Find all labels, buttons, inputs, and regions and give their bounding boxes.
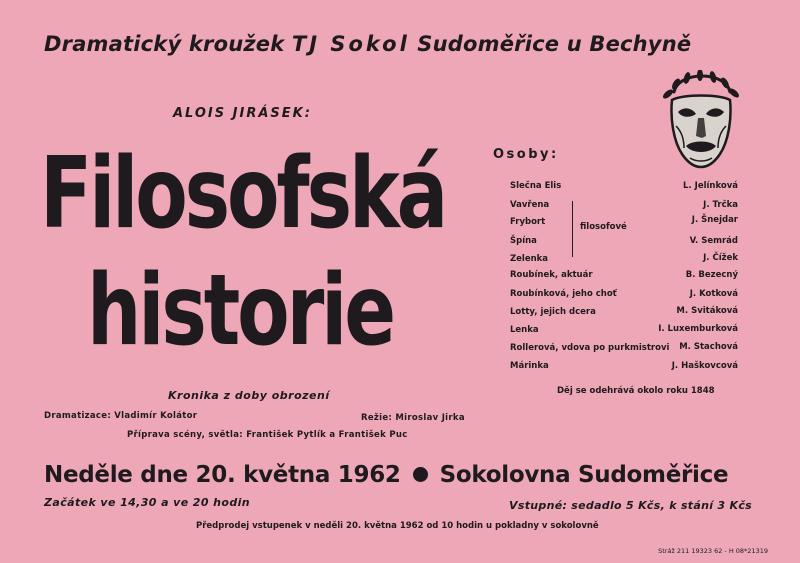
cast-role: Slečna Elis bbox=[510, 181, 562, 191]
cast-actor: L. Jelínková bbox=[683, 181, 738, 191]
cast-role: Špína bbox=[510, 236, 537, 246]
cast-actor: J. Haškovcová bbox=[671, 361, 738, 371]
header-org: Dramatický kroužek bbox=[44, 32, 285, 56]
cast-role: Lenka bbox=[510, 325, 539, 335]
event-line bbox=[44, 462, 728, 488]
cast-actor: M. Svitáková bbox=[676, 306, 738, 316]
cast-actor: M. Stachová bbox=[679, 342, 738, 352]
credit-director: Režie: Miroslav Jirka bbox=[361, 413, 465, 423]
cast-actor: V. Semrád bbox=[689, 236, 738, 246]
ticket-prices: Vstupné: sedadlo 5 Kčs, k stání 3 Kčs bbox=[509, 499, 752, 512]
print-code: Stráž 211 19323 62 - H 08*21319 bbox=[658, 547, 768, 555]
theatre-mask-icon bbox=[654, 70, 746, 170]
event-date: Neděle dne 20. května 1962 bbox=[44, 462, 401, 488]
presale-note: Předprodej vstupenek v neděli 20. května 1962 od 10 hodin u pokladny v sokolovně bbox=[196, 521, 599, 531]
cast-role: Márinka bbox=[510, 361, 549, 371]
cast-role: Frybort bbox=[510, 217, 546, 227]
start-times: Začátek ve 14,30 a ve 20 hodin bbox=[44, 496, 251, 509]
cast-actor: J. Šnejdar bbox=[691, 215, 738, 225]
cast-actor: B. Bezecný bbox=[685, 270, 738, 280]
cast-role: Rollerová, vdova po purkmistrovi bbox=[510, 343, 670, 353]
cast-role: Zelenka bbox=[510, 254, 549, 264]
credit-scenery: Příprava scény, světla: František Pytlík a František Puc bbox=[127, 430, 408, 440]
cast-role: Vavřena bbox=[510, 200, 550, 210]
header-place: Sudoměřice u Bechyně bbox=[417, 32, 692, 56]
bullet-dot-icon bbox=[413, 467, 428, 482]
time-note: Děj se odehrává okolo roku 1848 bbox=[557, 386, 715, 396]
cast-actor: I. Luxemburková bbox=[658, 324, 738, 334]
group-bracket bbox=[572, 201, 573, 257]
cast-actor: J. Trčka bbox=[703, 200, 738, 210]
credit-dramatization: Dramatizace: Vladimír Kolátor bbox=[44, 411, 198, 421]
subtitle: Kronika z doby obrození bbox=[168, 389, 330, 402]
event-venue: Sokolovna Sudoměřice bbox=[439, 462, 729, 488]
cast-role: Roubínková, jeho choť bbox=[510, 289, 617, 299]
title-line-2: historie bbox=[87, 254, 393, 368]
author: ALOIS JIRÁSEK: bbox=[173, 106, 312, 121]
cast-actor: J. Čížek bbox=[703, 253, 738, 263]
cast-heading: Osoby: bbox=[493, 147, 559, 162]
title-line-1: Filosofská bbox=[40, 137, 446, 251]
header-club: TJ Sokol bbox=[291, 32, 410, 56]
cast-role: Roubínek, aktuár bbox=[510, 270, 593, 280]
cast-actor: J. Kotková bbox=[689, 289, 738, 299]
group-label: filosofové bbox=[580, 222, 627, 232]
cast-role: Lotty, jejich dcera bbox=[510, 307, 596, 317]
poster-header bbox=[44, 32, 691, 56]
